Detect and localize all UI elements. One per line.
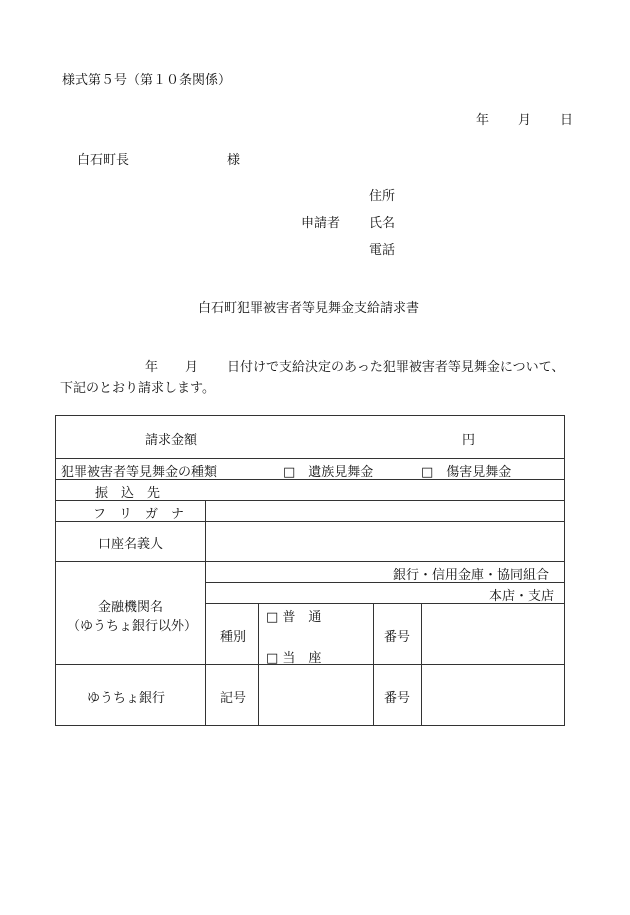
- table-border-right: [564, 415, 565, 726]
- document-title: 白石町犯罪被害者等見舞金支給請求書: [198, 301, 420, 316]
- current-account-checkbox[interactable]: □ 当 座: [266, 651, 322, 666]
- body-year-label: 年: [145, 360, 159, 375]
- account-holder-label: 口座名義人: [98, 537, 164, 552]
- applicant-name-label: 氏名: [369, 216, 396, 231]
- table-rule: [421, 603, 422, 725]
- yucho-symbol-label: 記号: [220, 691, 247, 706]
- addressee-name: 白石町長: [77, 153, 130, 168]
- body-line2: 下記のとおり請求します。: [60, 381, 215, 396]
- body-line1: 日付けで支給決定のあった犯罪被害者等見舞金について、: [227, 360, 565, 375]
- table-rule: [258, 603, 259, 725]
- benefit-type-label: 犯罪被害者等見舞金の種類: [61, 465, 218, 480]
- table-rule: [373, 603, 374, 725]
- bank-types-label: 銀行・信用金庫・協同組合: [393, 568, 550, 583]
- body-month-label: 月: [185, 360, 199, 375]
- table-border-bottom: [55, 725, 565, 726]
- table-rule: [205, 500, 206, 725]
- table-rule: [55, 458, 565, 459]
- financial-institution-note: （ゆうちょ銀行以外）: [67, 619, 198, 634]
- account-kind-label: 種別: [220, 630, 247, 645]
- claim-form-table: [55, 415, 565, 726]
- furigana-label: フ リ ガ ナ: [93, 507, 185, 522]
- ordinary-account-checkbox[interactable]: □ 普 通: [266, 610, 322, 625]
- table-rule: [55, 561, 565, 562]
- claim-amount-unit: 円: [462, 433, 476, 448]
- table-border-left: [55, 415, 56, 726]
- account-number-label: 番号: [384, 630, 411, 645]
- applicant-label: 申請者: [301, 216, 341, 231]
- transfer-destination-label: 振 込 先: [95, 486, 161, 501]
- claim-amount-label: 請求金額: [145, 433, 198, 448]
- addressee-honorific: 様: [227, 153, 241, 168]
- yucho-bank-label: ゆうちょ銀行: [87, 691, 166, 706]
- branch-types-label: 本店・支店: [489, 589, 555, 604]
- bereaved-benefit-checkbox[interactable]: □ 遺族見舞金: [283, 465, 374, 480]
- applicant-phone-label: 電話: [369, 243, 396, 258]
- table-border-top: [55, 415, 565, 416]
- date-day-label: 日: [560, 113, 574, 128]
- date-year-label: 年: [476, 113, 490, 128]
- applicant-address-label: 住所: [369, 189, 396, 204]
- yucho-number-label: 番号: [384, 691, 411, 706]
- financial-institution-label: 金融機関名: [98, 600, 164, 615]
- form-number: 様式第５号（第１０条関係）: [62, 73, 232, 88]
- date-month-label: 月: [518, 113, 532, 128]
- injury-benefit-checkbox[interactable]: □ 傷害見舞金: [421, 465, 512, 480]
